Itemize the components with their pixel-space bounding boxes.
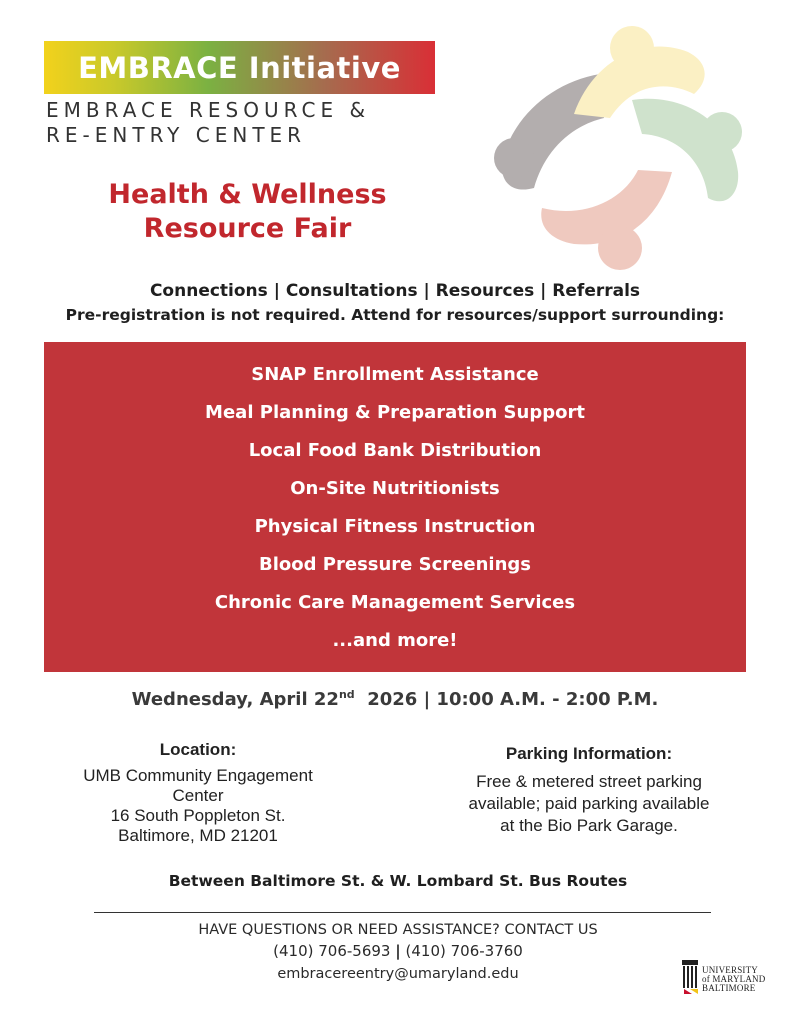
service-item: Local Food Bank Distribution	[248, 440, 542, 461]
parking-line: available; paid parking available	[468, 794, 710, 813]
service-item: Blood Pressure Screenings	[259, 554, 531, 575]
umb-logo-line3: BALTIMORE	[702, 983, 756, 993]
event-year-time: 2026 | 10:00 A.M. - 2:00 P.M.	[367, 689, 659, 710]
contact-prompt: HAVE QUESTIONS OR NEED ASSISTANCE? CONTACT US	[198, 922, 598, 938]
umb-logo	[680, 956, 772, 998]
event-title	[60, 178, 435, 246]
initiative-label: EMBRACE Initiative	[78, 50, 401, 85]
service-item: Physical Fitness Instruction	[254, 516, 536, 537]
center-name-line1: EMBRACE RESOURCE &	[46, 98, 371, 122]
logo-head-peach	[598, 226, 642, 270]
email-link[interactable]: embracereentry@umaryland.edu	[277, 966, 519, 982]
center-name	[46, 98, 466, 148]
phone-link-1[interactable]: (410) 706-5693	[273, 942, 391, 960]
contact-phones	[0, 941, 790, 962]
service-item: On-Site Nutritionists	[290, 478, 500, 499]
service-item: SNAP Enrollment Assistance	[251, 364, 539, 385]
event-title-line2: Resource Fair	[143, 213, 352, 244]
service-item: Meal Planning & Preparation Support	[205, 402, 585, 423]
embrace-initiative-banner	[44, 41, 435, 94]
services-panel	[44, 342, 746, 672]
location-line: Baltimore, MD 21201	[118, 826, 278, 845]
logo-head-green	[702, 112, 742, 152]
event-datetime	[0, 688, 790, 710]
location-heading: Location:	[159, 740, 237, 759]
transit-note: Between Baltimore St. & W. Lombard St. Bus Routes	[168, 872, 628, 890]
service-item: Chronic Care Management Services	[214, 592, 576, 613]
community-circle-logo-icon	[482, 22, 754, 274]
phone-link-2[interactable]: (410) 706-3760	[405, 942, 523, 960]
parking-line: at the Bio Park Garage.	[500, 816, 678, 835]
logo-head-gray	[494, 138, 534, 178]
logo-head-yellow	[610, 26, 654, 70]
phone-separator: |	[395, 942, 401, 960]
date-ordinal: nd	[338, 688, 355, 701]
service-item-more: ...and more!	[332, 630, 458, 651]
event-date: Wednesday, April 22	[131, 689, 339, 710]
location-line: 16 South Poppleton St.	[110, 806, 286, 825]
location-line: UMB Community Engagement	[83, 766, 313, 785]
location-line: Center	[172, 786, 224, 805]
event-title-line1: Health & Wellness	[108, 179, 387, 210]
umb-logo-text	[702, 966, 765, 993]
footer-divider	[94, 912, 711, 913]
parking-block	[428, 743, 750, 837]
umb-logo-line2: of MARYLAND	[702, 974, 766, 984]
umb-building-icon	[680, 958, 700, 996]
services-list	[44, 360, 746, 664]
contact-block	[0, 920, 790, 985]
prereg-note: Pre-registration is not required. Attend for resources/support surrounding:	[65, 306, 725, 324]
parking-heading: Parking Information:	[505, 744, 673, 763]
location-block	[48, 740, 348, 846]
event-tagline: Connections | Consultations | Resources | Referrals	[149, 281, 641, 301]
umb-logo-line1: UNIVERSITY	[702, 965, 758, 975]
parking-line: Free & metered street parking	[476, 772, 702, 791]
center-name-line2: RE-ENTRY CENTER	[46, 123, 307, 147]
